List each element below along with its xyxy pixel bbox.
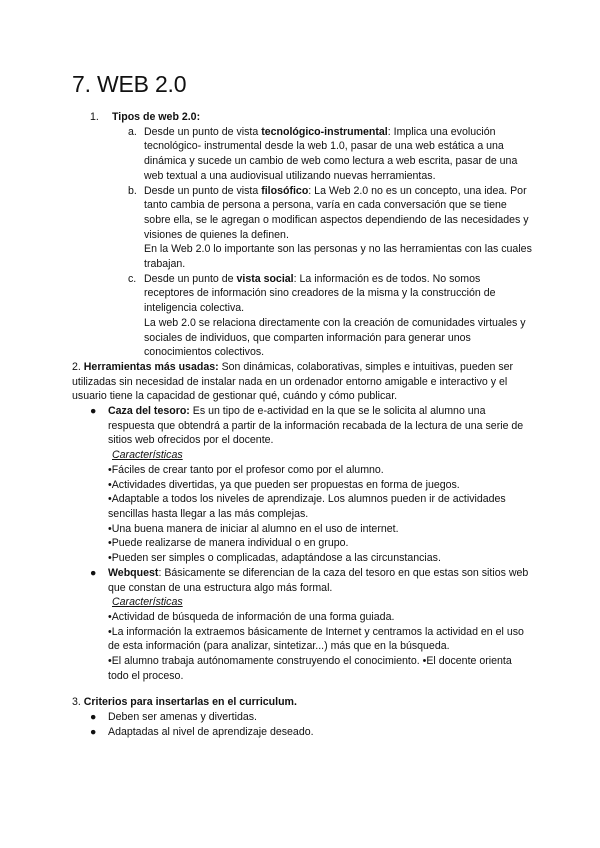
characteristic: •Puede realizarse de manera individual o en grupo. bbox=[108, 537, 349, 550]
item-keyword: vista social bbox=[236, 272, 294, 285]
item-text: : La información es de todos. No somos receptores de información sino creadores de la misma y la construcción de inteligencia colectiva. bbox=[144, 272, 496, 315]
tool-webquest bbox=[72, 566, 532, 684]
item-text: : La Web 2.0 no es un concepto, una idea. Por tanto cambia de persona a persona, varía en cada conversación que se tiene sobre ella, se le agregan o modifican aspectos dependiendo de las necesidades y visiones de quienes la definen. bbox=[144, 184, 529, 241]
bullet-icon: ● bbox=[90, 711, 97, 724]
item-text: Desde un punto de vista bbox=[144, 184, 262, 197]
characteristic: •Actividad de búsqueda de información de una forma guiada. bbox=[108, 610, 395, 623]
characteristic: •Una buena manera de iniciar al alumno en el uso de internet. bbox=[108, 522, 399, 535]
section-2-title: Herramientas más usadas: bbox=[83, 360, 219, 373]
section-3-number: 3. bbox=[72, 696, 84, 709]
page-title: 7. WEB 2.0 bbox=[72, 71, 187, 97]
list-item-c bbox=[72, 272, 532, 360]
tool-description: Es un tipo de e-actividad en la que se le solicita al alumno una respuesta que obtendrá a partir de la información recabada de la lectura de una serie de sitios web ofrecidos por el docente. bbox=[108, 405, 524, 447]
characteristic: •La información la extraemos básicamente de Internet y centramos la actividad en el uso de esta información (para analizar, sintetizar...) más que en la búsqueda. bbox=[108, 625, 524, 653]
section-1-heading bbox=[72, 110, 532, 125]
item-extra-paragraph: En la Web 2.0 lo importante son las personas y no las herramientas con las cuales trabajan. bbox=[144, 243, 532, 271]
tool-name: Webquest bbox=[108, 566, 159, 579]
item-text: Deben ser amenas y divertidas. bbox=[108, 711, 257, 724]
section-1-title: Tipos de web 2.0: bbox=[112, 111, 201, 123]
section-1-number: 1. bbox=[90, 111, 99, 123]
characteristic: •Actividades divertidas, ya que pueden ser propuestas en forma de juegos. bbox=[108, 478, 460, 491]
list-item-a bbox=[72, 125, 532, 184]
tool-name: Caza del tesoro: bbox=[108, 405, 190, 418]
item-keyword: filosófico bbox=[261, 184, 309, 197]
section-2-number: 2. bbox=[72, 360, 84, 373]
characteristic: •Fáciles de crear tanto por el profesor como por el alumno. bbox=[108, 463, 384, 476]
item-letter: b. bbox=[128, 184, 137, 197]
list-item bbox=[72, 710, 532, 725]
section-3-title: Criterios para insertarlas en el curriculum. bbox=[83, 696, 297, 709]
section-2-text: Son dinámicas, colaborativas, simples e intuitivas, pueden ser utilizadas sin necesidad de instalar nada en un ordenador entorno amigable e interactivo y el usuario tiene la capacidad de gestionar qué, cuándo y cómo publicar. bbox=[72, 360, 514, 403]
item-extra-paragraph: La web 2.0 se relaciona directamente con la creación de comunidades virtuales y sociales de individuos, que comparten información para generar unos conocimientos colectivos. bbox=[144, 316, 526, 359]
characteristics-label: Características bbox=[112, 596, 183, 609]
bullet-icon: ● bbox=[90, 405, 97, 418]
item-text: Desde un punto de vista bbox=[144, 125, 262, 138]
bullet-icon: ● bbox=[90, 566, 97, 579]
item-text: Desde un punto de bbox=[144, 272, 237, 285]
item-letter: a. bbox=[128, 125, 137, 138]
spacer bbox=[72, 683, 532, 695]
characteristic: •Pueden ser simples o complicadas, adaptándose a las circunstancias. bbox=[108, 552, 441, 565]
section-2-intro bbox=[72, 360, 532, 404]
section-3-heading bbox=[72, 695, 532, 710]
tool-description: : Básicamente se diferencian de la caza del tesoro en que estas son sitios web que constan de una estructura algo más formal. bbox=[108, 566, 529, 594]
item-text: Adaptadas al nivel de aprendizaje deseado. bbox=[108, 725, 314, 738]
list-item-b bbox=[72, 184, 532, 272]
list-item bbox=[72, 725, 532, 740]
tool-caza-del-tesoro bbox=[72, 404, 532, 566]
bullet-icon: ● bbox=[90, 725, 97, 738]
item-text: : Implica una evolución tecnológico- instrumental desde la web 1.0, pasar de una web estática a una dinámica y sucede un cambio de web como lectura a web escrita, pasar de una web textual a una audiovisual utilizando nuevas herramientas. bbox=[144, 125, 518, 182]
characteristic: •Adaptable a todos los niveles de aprendizaje. Los alumnos pueden ir de actividades sencillas hasta llegar a las más complejas. bbox=[108, 493, 506, 520]
item-keyword: tecnológico-instrumental bbox=[261, 125, 388, 138]
characteristics-label: Características bbox=[112, 449, 183, 462]
document-page bbox=[72, 70, 532, 740]
characteristic: •El alumno trabaja autónomamente construyendo el conocimiento. •El docente orienta todo el proceso. bbox=[108, 655, 512, 682]
item-letter: c. bbox=[128, 272, 137, 285]
